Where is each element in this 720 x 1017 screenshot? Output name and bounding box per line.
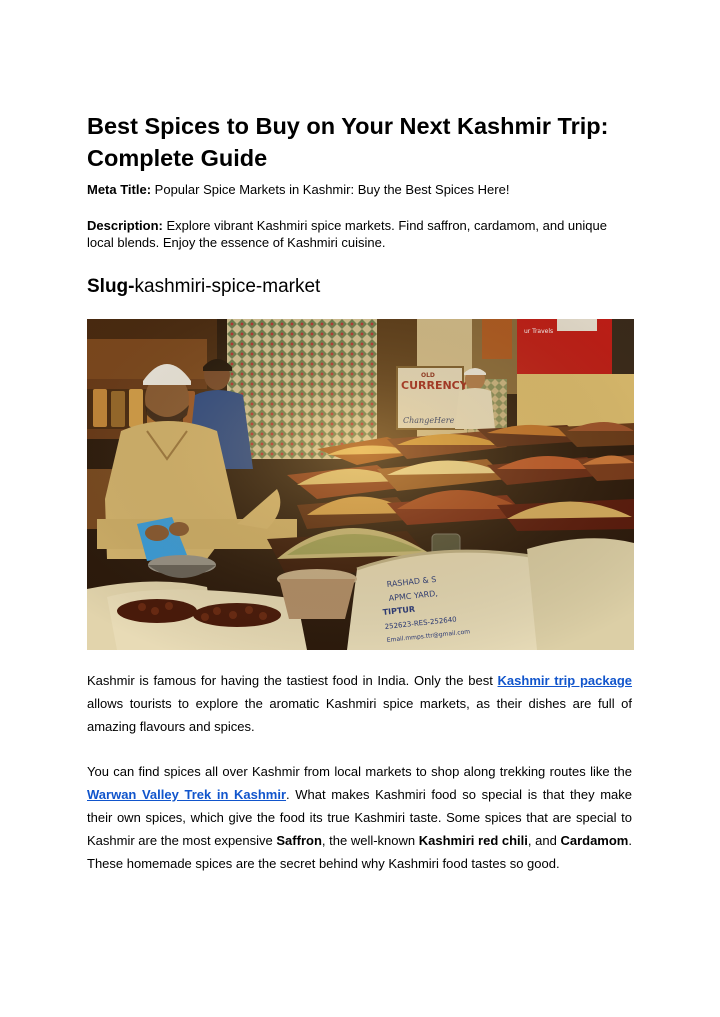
meta-description — [87, 217, 633, 251]
paragraph-2-text-a: You can find spices all over Kashmir from local markets to shop along trekking routes like the — [87, 764, 632, 779]
spice-market-photo — [87, 319, 634, 650]
paragraph-2-text-c: , the well-known — [321, 833, 419, 848]
meta-title-label: Meta Title: — [87, 182, 152, 197]
slug-label: Slug- — [87, 276, 135, 297]
red-chili-bold: Kashmiri red chili — [418, 833, 528, 848]
meta-title — [87, 181, 633, 198]
description-label: Description: — [87, 218, 163, 233]
meta-title-value: Popular Spice Markets in Kashmir: Buy the Best Spices Here! — [151, 182, 510, 197]
paragraph-2-text-e: . These homemade spices are the secret behind why Kashmiri food tastes so good. — [87, 833, 632, 871]
slug-line — [87, 275, 633, 299]
cardamom-bold: Cardamom — [560, 833, 629, 848]
description-value: Explore vibrant Kashmiri spice markets. Find saffron, cardamom, and unique local blends. Enjoy the essence of Kashmiri cuisine. — [87, 218, 607, 250]
saffron-bold: Saffron — [276, 833, 322, 848]
paragraph-2-text-b: . What makes Kashmiri food so special is that they make their own spices, which give the food its true Kashmiri taste. Some spices that are special to Kashmir are the most expensive — [87, 787, 632, 848]
kashmir-trip-package-link[interactable]: Kashmir trip package — [497, 673, 633, 688]
paragraph-1 — [87, 669, 632, 738]
article-title: Best Spices to Buy on Your Next Kashmir Trip: Complete Guide — [87, 113, 609, 171]
paragraph-2 — [87, 760, 632, 875]
paragraph-2-text-d: , and — [527, 833, 561, 848]
slug-value: kashmiri-spice-market — [134, 276, 321, 297]
warwan-valley-trek-link[interactable]: Warwan Valley Trek in Kashmir — [87, 787, 287, 802]
paragraph-1-text-b: allows tourists to explore the aromatic Kashmiri spice markets, as their dishes are full of amazing flavours and spices. — [87, 696, 632, 734]
paragraph-1-text-a: Kashmir is famous for having the tastiest food in India. Only the best — [87, 673, 498, 688]
